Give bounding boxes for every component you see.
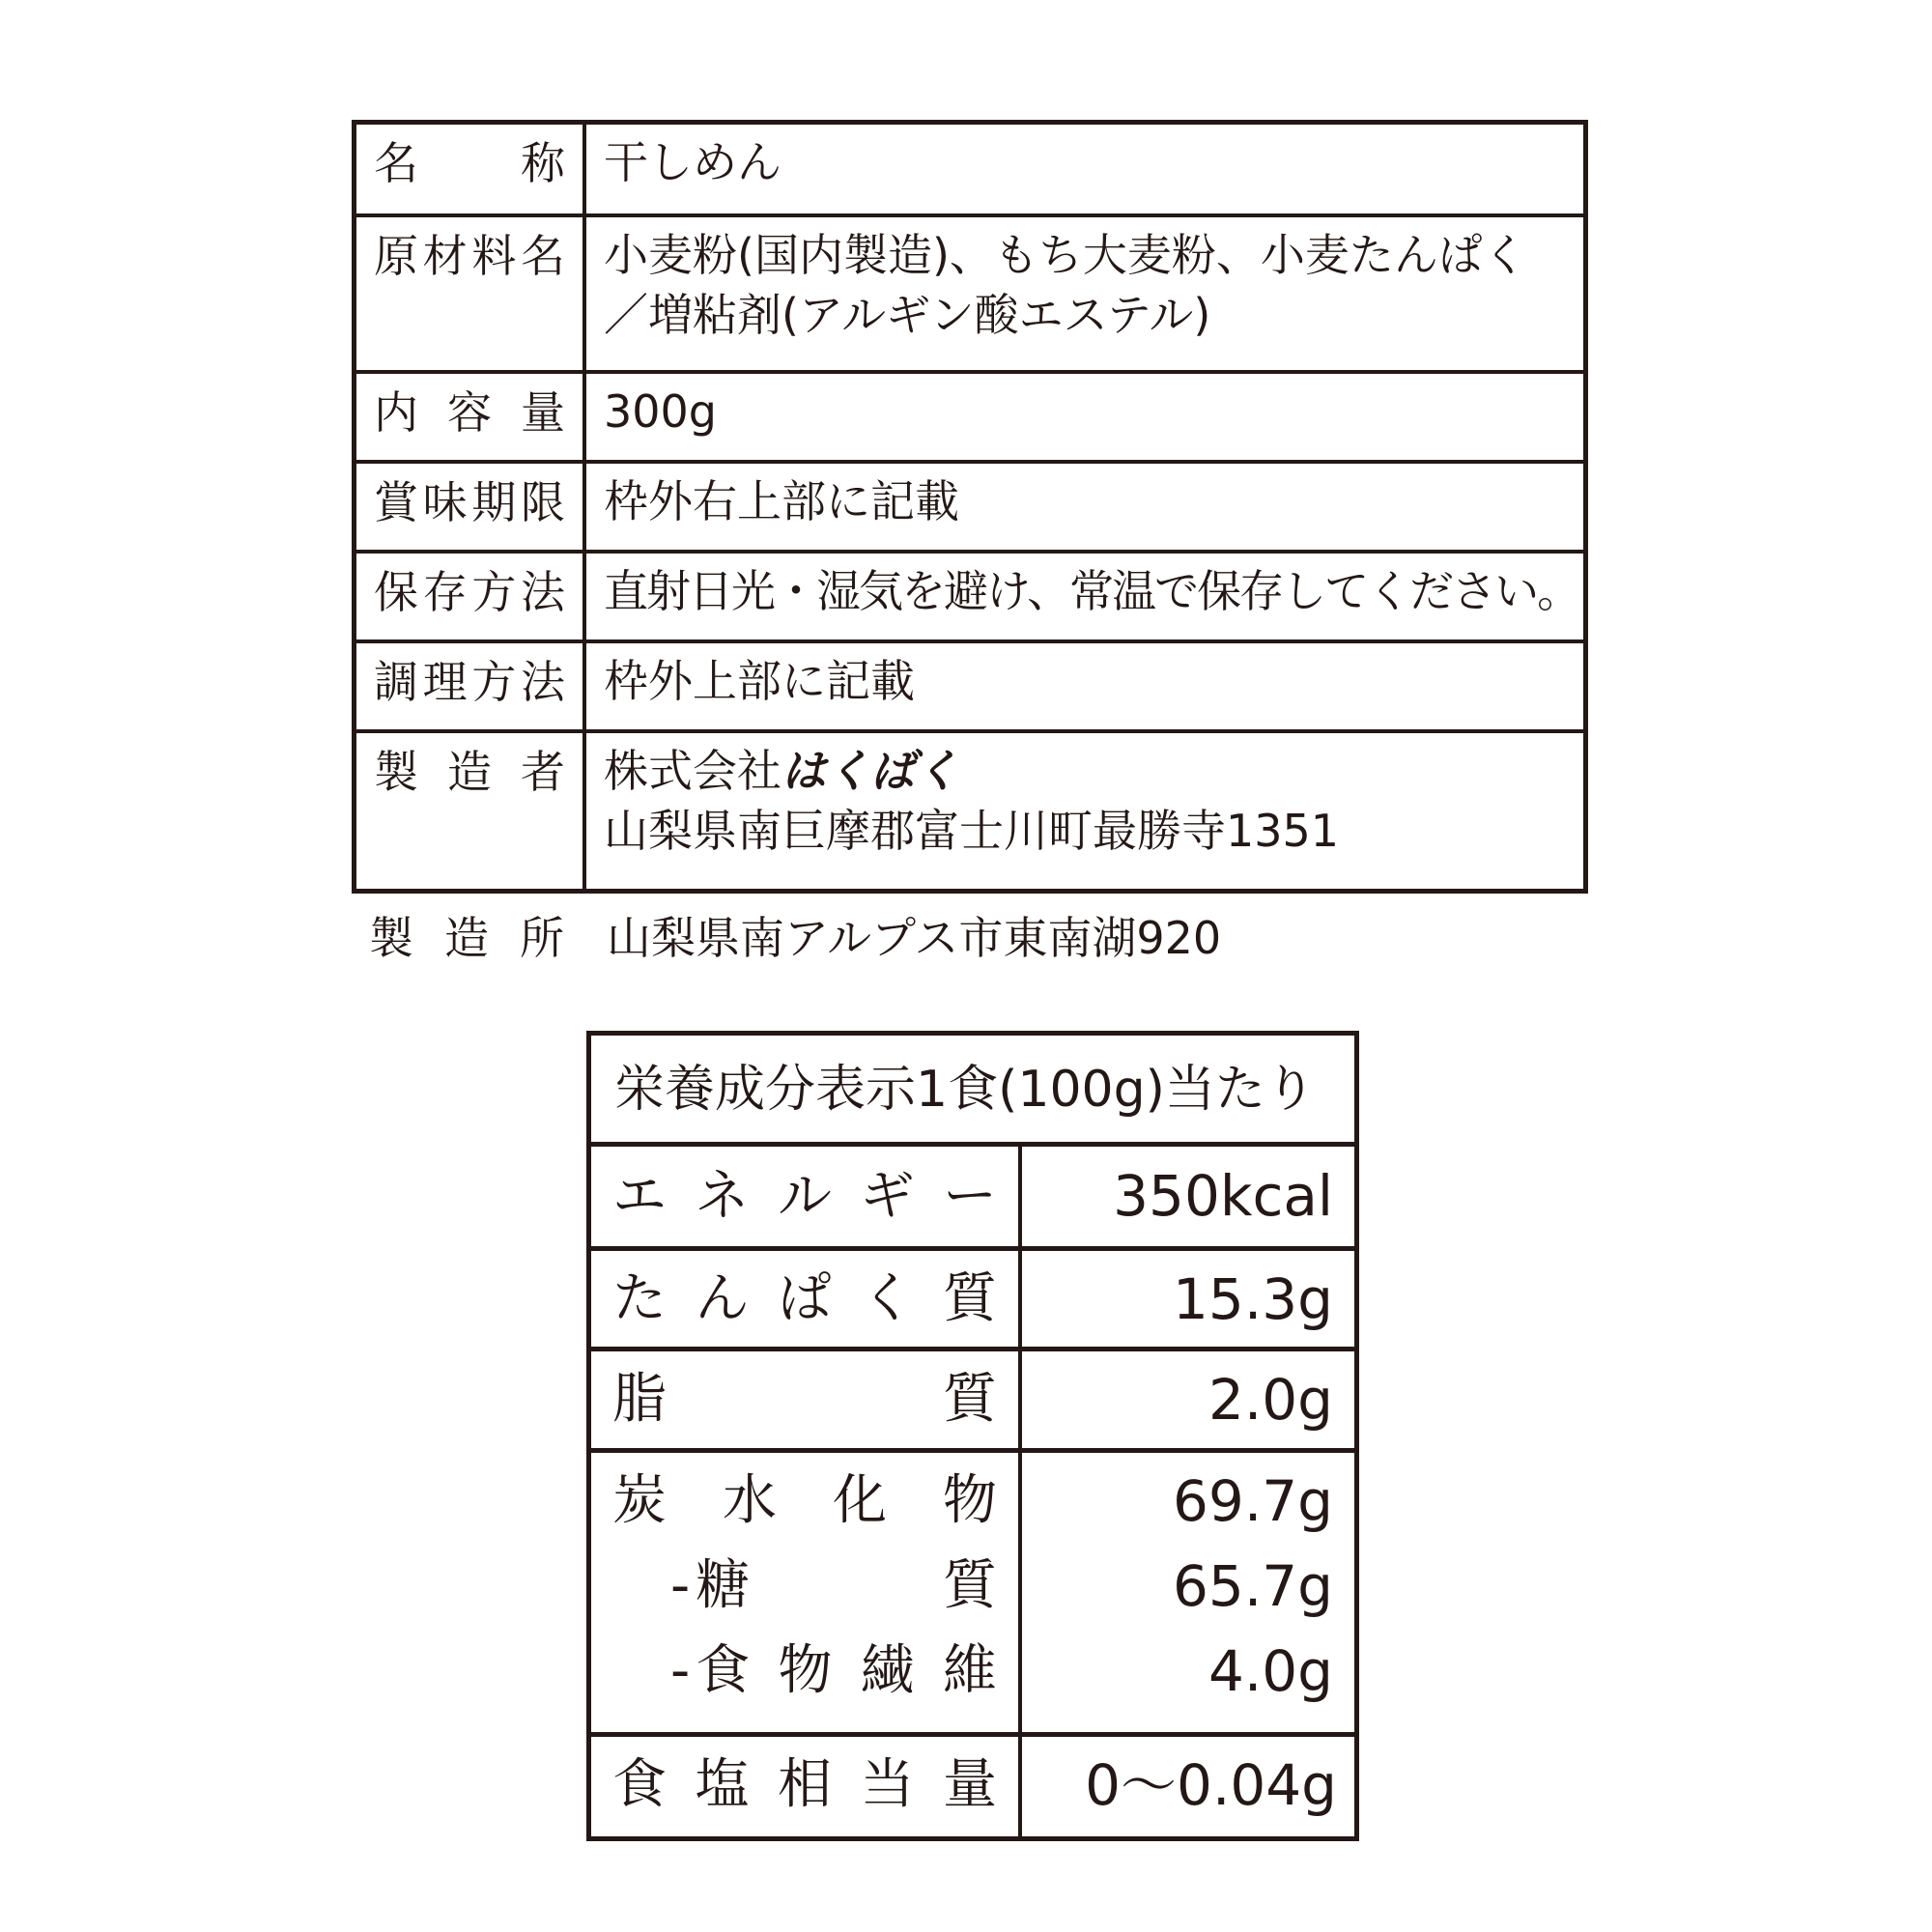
key-char: 味	[422, 476, 468, 528]
nutrient-value: 15.3g	[1173, 1266, 1333, 1332]
label-char: く	[860, 1267, 915, 1330]
sugar-label	[612, 1544, 997, 1629]
sub-dash: -	[670, 1554, 691, 1617]
row-key	[356, 374, 586, 460]
manufacturer-name	[604, 741, 1568, 801]
key-char: 名	[374, 137, 418, 189]
row-value	[586, 217, 1583, 370]
row-quantity	[356, 370, 1583, 460]
row-name	[356, 125, 1583, 213]
value-line: 300g	[604, 385, 717, 438]
brand-logo-text: はくばく	[781, 745, 959, 797]
key-char: 期	[471, 476, 517, 528]
label-char: 当	[860, 1753, 915, 1816]
label-char: ル	[778, 1165, 832, 1228]
row-storage	[356, 550, 1583, 639]
value-line: 小麦粉(国内製造)、もち大麦粉、小麦たんぱく	[604, 229, 1527, 281]
key-char: 者	[521, 746, 565, 798]
row-key	[356, 554, 586, 639]
key-char: 所	[520, 912, 564, 964]
key-char: 製	[374, 746, 418, 798]
facility-address: 山梨県南アルプス市東南湖920	[607, 912, 1222, 964]
nutrient-value: 2.0g	[1208, 1367, 1333, 1433]
nutrient-label	[591, 1251, 1022, 1347]
label-char: 維	[942, 1639, 997, 1702]
key-char: 法	[520, 656, 565, 708]
fiber-value: 4.0g	[1208, 1638, 1333, 1704]
label-char: 物	[778, 1639, 833, 1702]
row-value	[586, 125, 1583, 213]
row-key	[356, 217, 586, 370]
label-char: 質	[943, 1368, 997, 1431]
key-char: 原	[374, 230, 418, 282]
key-char: 理	[422, 656, 468, 708]
label-char: 繊	[860, 1639, 915, 1702]
label-char: エ	[612, 1165, 667, 1228]
row-value	[586, 374, 1583, 460]
row-value	[586, 464, 1583, 550]
nutrition-row-salt	[591, 1732, 1354, 1836]
nutrient-label	[591, 1147, 1022, 1246]
key-char: 造	[447, 746, 492, 798]
nutrient-value-group	[1022, 1453, 1354, 1732]
value-line: 干しめん	[604, 136, 781, 188]
label-char: 質	[943, 1554, 997, 1617]
label-char: 食	[612, 1753, 667, 1816]
row-key	[356, 733, 586, 889]
value-line: 枠外右上部に記載	[604, 475, 959, 527]
label-char: 食	[696, 1639, 751, 1702]
key-char: 量	[521, 386, 565, 439]
label-char: 糖	[696, 1554, 751, 1617]
fiber-label	[612, 1629, 997, 1714]
row-cooking	[356, 639, 1583, 729]
key-char: 容	[447, 386, 492, 439]
key-char: 法	[520, 566, 565, 618]
label-char: ギ	[860, 1165, 915, 1228]
label-char: ネ	[695, 1165, 750, 1228]
nutrition-header: 栄養成分表示1食(100g)当たり	[591, 1036, 1354, 1147]
label-char: 化	[833, 1469, 887, 1532]
nutrient-label	[591, 1351, 1022, 1448]
fiber-label-first	[670, 1629, 750, 1714]
row-key	[356, 643, 586, 729]
row-ingredients	[356, 213, 1583, 370]
label-char: 物	[943, 1469, 997, 1532]
row-manufacturer	[356, 729, 1583, 889]
label-char: 脂	[612, 1368, 667, 1431]
company-prefix: 株式会社	[604, 745, 781, 797]
row-value	[586, 733, 1583, 889]
nutrient-label	[591, 1737, 1022, 1836]
label-char: 相	[778, 1753, 832, 1816]
label-char: ん	[695, 1267, 750, 1330]
facility-key	[369, 908, 582, 976]
sugar-value: 65.7g	[1173, 1553, 1333, 1619]
label-char: 炭	[612, 1469, 667, 1532]
row-value	[586, 554, 1583, 639]
row-value	[586, 643, 1583, 729]
label-char: 量	[943, 1753, 997, 1816]
key-char: 称	[521, 137, 565, 189]
key-char: 方	[471, 656, 517, 708]
key-char: 造	[444, 912, 489, 964]
row-key	[356, 464, 586, 550]
nutrient-value: 350kcal	[1113, 1163, 1333, 1229]
nutrition-row-carbohydrates	[591, 1448, 1354, 1732]
value-line: ／増粘剤(アルギン酸エステル)	[604, 289, 1211, 341]
key-char: 材	[422, 230, 468, 282]
key-char: 限	[520, 476, 565, 528]
value-line: 直射日光・湿気を避け、常温で保存してください。	[604, 565, 1580, 617]
label-char: ー	[943, 1165, 997, 1228]
label-char: た	[612, 1267, 667, 1330]
sugar-label-first	[670, 1544, 750, 1629]
label-char: ぱ	[778, 1267, 832, 1330]
key-char: 賞	[374, 476, 418, 528]
key-char: 調	[374, 656, 418, 708]
key-char: 料	[471, 230, 517, 282]
label-char: 塩	[695, 1753, 750, 1816]
key-char: 内	[374, 386, 418, 439]
key-char: 存	[422, 566, 468, 618]
nutrition-facts-table	[586, 1031, 1359, 1841]
row-best-before	[356, 460, 1583, 550]
carbs-label	[612, 1459, 997, 1544]
nutrient-label-group	[591, 1453, 1022, 1732]
label-char: 質	[943, 1267, 997, 1330]
manufacturing-facility	[369, 908, 1586, 976]
key-char: 方	[471, 566, 517, 618]
value-line: 枠外上部に記載	[604, 655, 915, 707]
nutrition-row-fat	[591, 1347, 1354, 1448]
key-char: 保	[374, 566, 418, 618]
manufacturer-address: 山梨県南巨摩郡富士川町最勝寺1351	[604, 805, 1340, 857]
nutrient-value: 0～0.04g	[1085, 1752, 1337, 1818]
nutrition-row-protein	[591, 1246, 1354, 1347]
sub-dash: -	[670, 1639, 691, 1702]
product-label-table	[352, 120, 1588, 894]
key-char: 製	[369, 912, 413, 964]
carbs-value: 69.7g	[1173, 1468, 1333, 1534]
key-char: 名	[520, 230, 565, 282]
row-key	[356, 125, 586, 213]
label-char: 水	[723, 1469, 777, 1532]
nutrition-row-energy	[591, 1147, 1354, 1246]
